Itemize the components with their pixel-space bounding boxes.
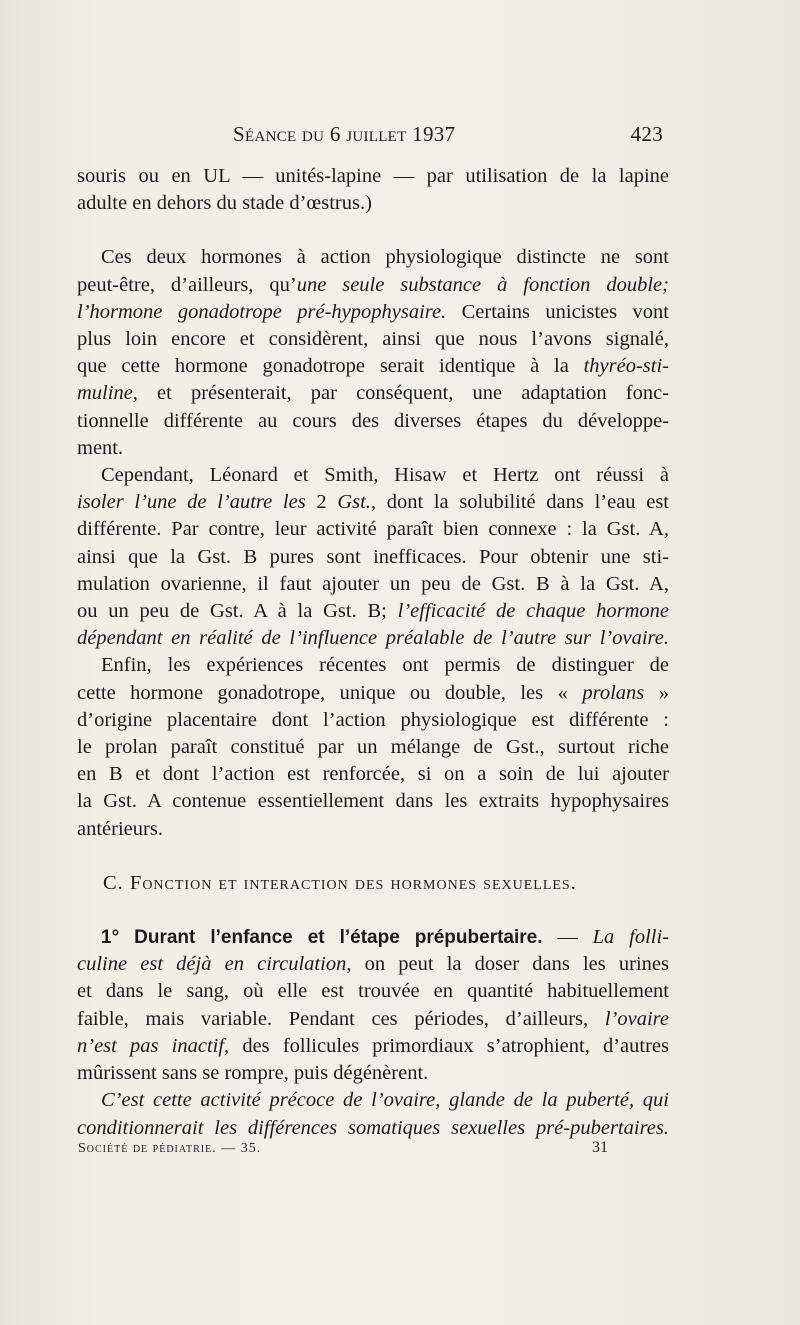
text-run: cette hormone gonadotrope, unique ou double, les «: [77, 681, 583, 704]
text-line: ment.: [77, 436, 124, 459]
text-line: plus loin encore et considèrent, ainsi que nous l’avons signalé,: [77, 328, 669, 351]
text-line: adulte en dehors du stade d’œstrus.): [77, 192, 372, 215]
text-run: 2: [305, 491, 338, 514]
paragraph-4: [77, 652, 669, 842]
paragraph-3: [77, 462, 669, 652]
sheet-number: 31: [592, 1139, 608, 1156]
text-run: —: [542, 926, 593, 949]
italic-run: conditionnerait les différences somatiques sexuelles pré-pubertaires.: [77, 1116, 669, 1139]
text-line: ainsi que la Gst. B pures sont inefficaces. Pour obtenir une sti-: [77, 545, 669, 568]
paragraph-1: [77, 163, 669, 217]
text-line: [77, 489, 669, 516]
italic-run: dépendant en réalité de l’influence préalable de l’autre sur l’ovaire.: [77, 627, 669, 650]
text-line: Ces deux hormones à action physiologique distincte ne sont: [101, 246, 669, 269]
text-run: que cette hormone gonadotrope serait identique à la: [77, 355, 584, 378]
italic-run: l’efficacité de chaque hormone: [397, 600, 669, 623]
text-line: [77, 598, 669, 625]
text-line: [77, 380, 669, 407]
italic-run: muline,: [77, 382, 138, 405]
text-line: en B et dont l’action est renforcée, si on a soin de lui ajouter: [77, 763, 669, 786]
text-line: Enfin, les expériences récentes ont permis de distinguer de: [101, 654, 669, 677]
text-run: peut-être, d’ailleurs, qu’: [77, 273, 297, 296]
running-title: Séance du 6 juillet 1937: [233, 122, 456, 146]
text-line: [77, 1115, 669, 1142]
text-line: [77, 272, 669, 299]
italic-run: prolans: [582, 681, 645, 704]
text-line: le prolan paraît constitué par un mélange de Gst., surtout riche: [77, 736, 669, 759]
text-line: la Gst. A contenue essentiellement dans les extraits hypophysaires: [77, 790, 669, 813]
text-line: tionnelle différente au cours des diverses étapes du développe-: [77, 409, 669, 432]
italic-run: La folli-: [592, 926, 669, 949]
text-line: mulation ovarienne, il faut ajouter un peu de Gst. B à la Gst. A,: [77, 572, 669, 595]
text-run: ou un peu de Gst. A à la Gst. B;: [77, 600, 398, 623]
text-line: [77, 924, 669, 951]
page-footer: [78, 1139, 608, 1163]
text-run: on peut la doser dans les urines: [351, 953, 669, 976]
italic-run: isoler l’une de l’autre les: [77, 491, 306, 514]
text-run: »: [644, 681, 670, 704]
page-number: 423: [630, 122, 663, 146]
text-line: antérieurs.: [77, 817, 163, 840]
text-run: des follicules primordiaux s’atrophient, d’autres: [229, 1034, 670, 1057]
text-run: faible, mais variable. Pendant ces périodes, d’ailleurs,: [77, 1007, 605, 1030]
bold-run: 1° Durant l’enfance et l’étape prépubertaire.: [101, 927, 543, 949]
text-line: [77, 1033, 669, 1060]
section-heading: C. Fonction et interaction des hormones sexuelles.: [103, 871, 577, 894]
text-line: [77, 1087, 669, 1114]
italic-run: Gst.,: [337, 491, 377, 514]
paragraph-6: [77, 1087, 669, 1141]
text-line: différente. Par contre, leur activité paraît bien connexe : la Gst. A,: [77, 518, 669, 541]
text-run: dont la solubilité dans l’eau est: [376, 491, 669, 514]
paragraph-5: [77, 924, 669, 1087]
text-line: Cependant, Léonard et Smith, Hisaw et Hertz ont réussi à: [101, 464, 669, 487]
text-line: [77, 625, 669, 652]
italic-run: culine est déjà en circulation,: [77, 953, 352, 976]
text-line: [77, 951, 669, 978]
text-line: [77, 299, 669, 326]
italic-run: l’ovaire: [604, 1007, 669, 1030]
text-line: mûrissent sans se rompre, puis dégénèrent.: [77, 1062, 429, 1085]
text-line: [77, 680, 669, 707]
italic-run: l’hormone gonadotrope pré-hypophysaire.: [77, 300, 447, 323]
italic-run: une seule substance à fonction double;: [296, 273, 669, 296]
text-line: souris ou en UL — unités-lapine — par utilisation de la lapine: [77, 165, 669, 187]
text-line: [77, 353, 669, 380]
text-line: [77, 1006, 669, 1033]
text-line: d’origine placentaire dont l’action physiologique est différente :: [77, 708, 669, 731]
text-run: et présenterait, par conséquent, une adaptation fonc-: [137, 382, 669, 405]
italic-run: thyréo-sti-: [583, 355, 669, 378]
text-run: Certains unicistes vont: [446, 300, 669, 323]
page-header: [233, 122, 663, 152]
paragraph-2: [77, 244, 669, 462]
printer-signature: Société de pédiatrie. — 35.: [78, 1141, 262, 1156]
page-body: [77, 163, 669, 1142]
text-line: et dans le sang, où elle est trouvée en quantité habituellement: [77, 980, 669, 1003]
italic-run: n’est pas inactif,: [77, 1034, 230, 1057]
italic-run: C’est cette activité précoce de l’ovaire, glande de la puberté, qui: [101, 1089, 669, 1112]
